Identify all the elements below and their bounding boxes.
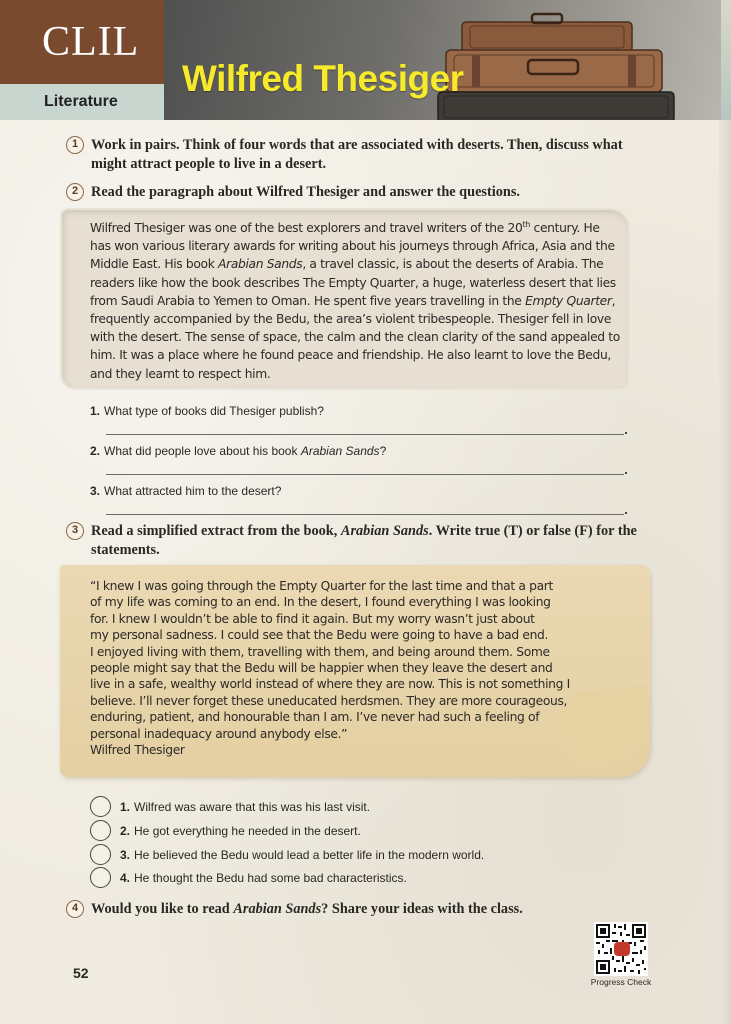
statement-label: Wilfred was aware that this was his last visit.	[134, 799, 371, 814]
statement-2	[90, 820, 361, 841]
question-2	[66, 183, 520, 202]
comprehension-question-3	[90, 484, 281, 498]
extract-line: people might say that the Bedu will be happier when they leave the desert and	[90, 661, 553, 676]
answer-period	[625, 432, 627, 434]
statement-text	[120, 824, 361, 838]
statement-number: 1.	[120, 799, 131, 814]
comprehension-number: 3.	[90, 484, 101, 498]
answer-line-2[interactable]	[106, 474, 624, 475]
answer-period	[625, 472, 627, 474]
paragraph-text: , frequently accompanied by the Bedu, the area’s violent tribespeople. Thesiger fell in love with the desert. The sense of space, the calm and the clean clarity of the sand appealed to him. It was a place where he found peace and friendship. He also learnt to love the Bedu, and they learnt to respect him.	[90, 293, 620, 381]
statement-number: 2.	[120, 823, 131, 838]
statement-4	[90, 867, 407, 888]
answer-line-3[interactable]	[106, 514, 624, 515]
extract-line: personal inadequacy around anybody else.”	[90, 726, 348, 741]
comprehension-text: What did people love about his book	[104, 444, 301, 458]
comprehension-question-2	[90, 444, 386, 458]
thesiger-paragraph	[90, 219, 622, 383]
extract-line: live in a safe, wealthy world instead of where they are now. This is not something I	[90, 677, 570, 692]
answer-circle[interactable]	[90, 844, 111, 865]
statement-label: He believed the Bedu would lead a better life in the modern world.	[134, 847, 485, 862]
extract-line: “I knew I was going through the Empty Quarter for the last time and that a part	[90, 579, 553, 593]
question-text: Read the paragraph about Wilfred Thesiger and answer the questions.	[91, 184, 520, 200]
question-text-part: . Write true (T) or false (F) for the statements.	[91, 523, 637, 558]
question-1	[66, 136, 632, 174]
question-text	[91, 522, 651, 560]
book-extract	[90, 578, 610, 758]
question-text-part: ? Share your ideas with the class.	[321, 901, 523, 917]
paragraph-text: , a travel classic, is about the deserts of Arabia. The readers like how the book describes The Empty Quarter, a huge, waterless desert that lies from Saudi Arabia to Yemen to Oman. He spent five years travelling in the	[90, 257, 616, 308]
answer-circle[interactable]	[90, 820, 111, 841]
comprehension-question-1	[90, 404, 324, 418]
book-title: Arabian Sands	[233, 901, 322, 917]
clil-label: CLIL	[0, 0, 164, 84]
question-text	[91, 900, 523, 919]
book-title: Arabian Sands	[300, 444, 380, 458]
paragraph-text: century. He has won various literary awards for writing about his journeys through Africa, Asia and the Middle East. His book	[90, 221, 615, 272]
statement-text	[120, 800, 370, 814]
statement-number: 4.	[120, 870, 131, 885]
question-4	[66, 900, 523, 919]
comprehension-number: 1.	[90, 404, 101, 418]
statement-text	[120, 871, 407, 885]
subject-label: Literature	[0, 84, 164, 120]
answer-circle[interactable]	[90, 867, 111, 888]
statement-text	[120, 848, 484, 862]
question-number: 1	[66, 136, 84, 154]
question-3	[66, 522, 651, 560]
page-number: 52	[73, 965, 89, 981]
question-number: 4	[66, 900, 84, 918]
comprehension-text: What attracted him to the desert?	[104, 484, 282, 498]
paragraph-superscript: th	[522, 219, 530, 229]
answer-line-1[interactable]	[106, 434, 624, 435]
paragraph-text: Wilfred Thesiger was one of the best explorers and travel writers of the 20	[90, 221, 523, 235]
extract-line: my personal sadness. I could see that the Bedu were going to have a bad end.	[90, 628, 549, 643]
statement-number: 3.	[120, 847, 131, 862]
question-number: 3	[66, 522, 84, 540]
answer-period	[625, 512, 627, 514]
page-title: Wilfred Thesiger	[182, 58, 464, 99]
extract-author: Wilfred Thesiger	[90, 743, 185, 758]
statement-3	[90, 844, 484, 865]
extract-line: enduring, patient, and honourable than I am. I’ve never had such a feeling of	[90, 710, 540, 725]
statement-label: He thought the Bedu had some bad characteristics.	[134, 870, 407, 885]
book-title: Arabian Sands	[218, 257, 303, 272]
place-name: Empty Quarter	[525, 293, 612, 308]
question-number: 2	[66, 183, 84, 201]
statement-label: He got everything he needed in the desert.	[134, 823, 361, 838]
extract-line: believe. I’ll never forget these uneducated herdsmen. They are more courageous,	[90, 693, 568, 708]
extract-line: of my life was coming to an end. In the desert, I found everything I was looking	[90, 595, 551, 610]
extract-line: for. I knew I wouldn’t be able to find it again. But my worry wasn’t just about	[90, 611, 535, 626]
comprehension-text: What type of books did Thesiger publish?	[104, 404, 324, 418]
comprehension-text: ?	[379, 444, 387, 458]
question-text: Work in pairs. Think of four words that are associated with deserts. Then, discuss what might attract people to live in a desert.	[91, 137, 623, 172]
book-title: Arabian Sands	[340, 523, 429, 539]
statement-1	[90, 796, 370, 817]
question-text-part: Read a simplified extract from the book,	[91, 523, 341, 539]
answer-circle[interactable]	[90, 796, 111, 817]
question-text-part: Would you like to read	[91, 901, 234, 917]
comprehension-number: 2.	[90, 444, 101, 458]
extract-line: I enjoyed living with them, travelling with them, and being around them. Some	[90, 644, 550, 659]
qr-code[interactable]	[594, 922, 648, 976]
qr-caption: Progress Check	[590, 977, 652, 987]
